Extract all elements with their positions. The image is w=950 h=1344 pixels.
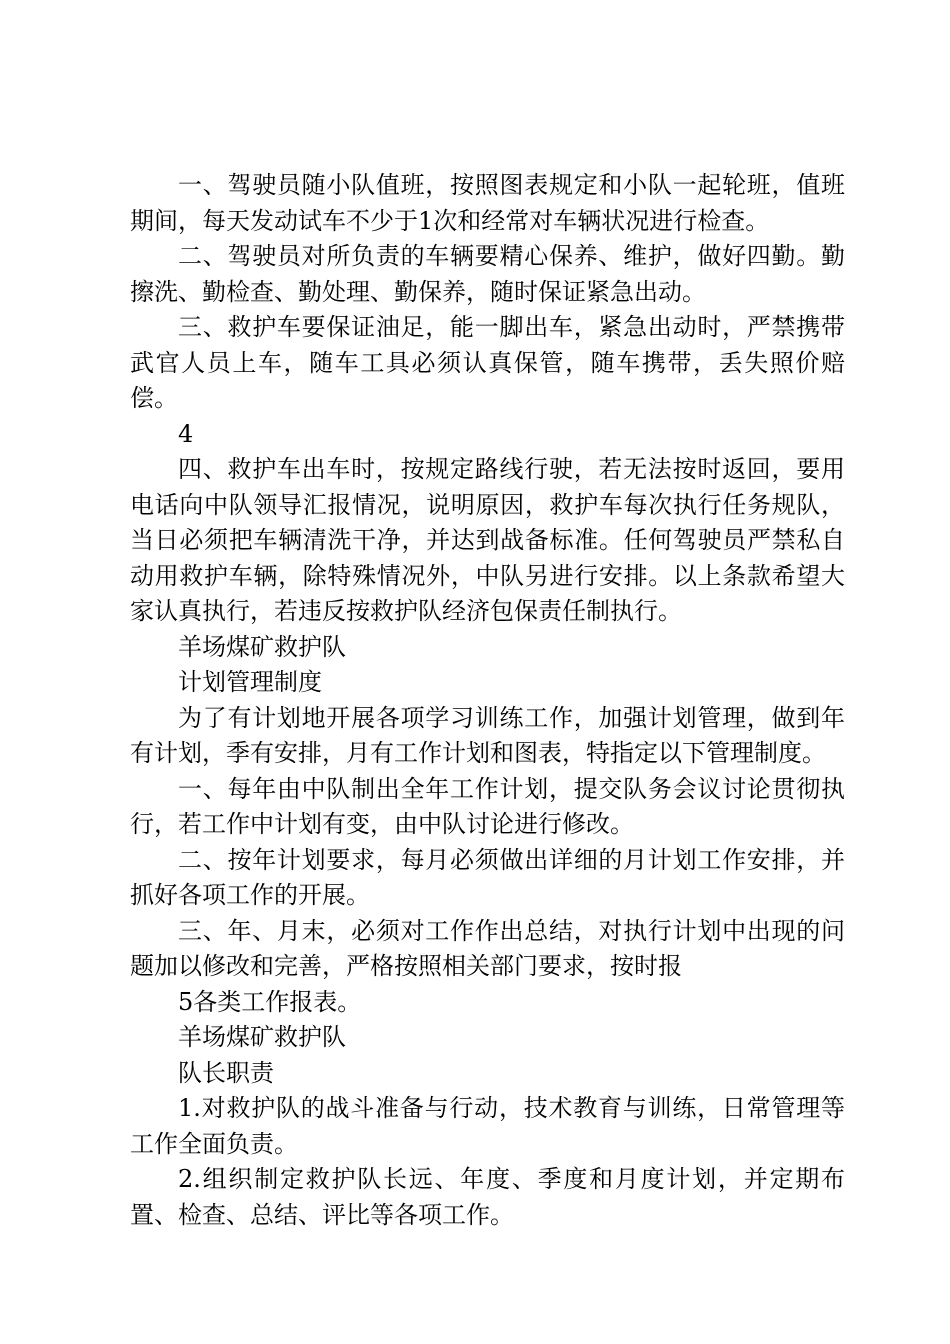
organization-name: 羊场煤矿救护队 bbox=[178, 632, 346, 661]
document-body bbox=[130, 168, 845, 1233]
paragraph-monthly-plan: 二、按年计划要求，每月必须做出详细的月计划工作安排，并抓好各项工作的开展。 bbox=[130, 845, 845, 909]
paragraph-captain-duty-2: 2.组织制定救护队长远、年度、季度和月度计划，并定期布置、检查、总结、评比等各项工作。 bbox=[130, 1165, 845, 1229]
paragraph-ambulance-dispatch: 四、救护车出车时，按规定路线行驶，若无法按时返回，要用电话向中队领导汇报情况，说明原因，救护车每次执行任务规队，当日必须把车辆清洗干净，并达到战备标准。任何驾驶员严禁私自动用救护车辆，除特殊情况外，中队另进行安排。以上条款希望大家认真执行，若违反按救护队经济包保责任制执行。 bbox=[130, 455, 845, 625]
section-title-captain-duties: 队长职责 bbox=[178, 1058, 274, 1087]
paragraph-driver-duty: 一、驾驶员随小队值班，按照图表规定和小队一起轮班，值班期间，每天发动试车不少于1次和经常对车辆状况进行检查。 bbox=[130, 171, 845, 235]
paragraph-report-continuation: 5各类工作报表。 bbox=[178, 987, 362, 1016]
page-number-4: 4 bbox=[178, 419, 194, 448]
paragraph-plan-intro: 为了有计划地开展各项学习训练工作，加强计划管理，做到年有计划，季有安排，月有工作计划和图表，特指定以下管理制度。 bbox=[130, 703, 845, 767]
section-title-plan-management: 计划管理制度 bbox=[178, 668, 322, 696]
paragraph-summary-report: 三、年、月末，必须对工作作出总结，对执行计划中出现的问题加以修改和完善，严格按照相关部门要求，按时报 bbox=[130, 916, 845, 980]
paragraph-ambulance-readiness: 三、救护车要保证油足，能一脚出车，紧急出动时，严禁携带武官人员上车，随车工具必须认真保管，随车携带，丢失照价赔偿。 bbox=[130, 313, 845, 412]
organization-name-2: 羊场煤矿救护队 bbox=[178, 1023, 346, 1051]
paragraph-captain-duty-1: 1.对救护队的战斗准备与行动，技术教育与训练，日常管理等工作全面负责。 bbox=[130, 1094, 845, 1158]
paragraph-vehicle-maintenance: 二、驾驶员对所负责的车辆要精心保养、维护，做好四勤。勤擦洗、勤检查、勤处理、勤保养，随时保证紧急出动。 bbox=[130, 242, 845, 306]
paragraph-annual-plan: 一、每年由中队制出全年工作计划，提交队务会议讨论贯彻执行，若工作中计划有变，由中队讨论进行修改。 bbox=[130, 774, 845, 838]
